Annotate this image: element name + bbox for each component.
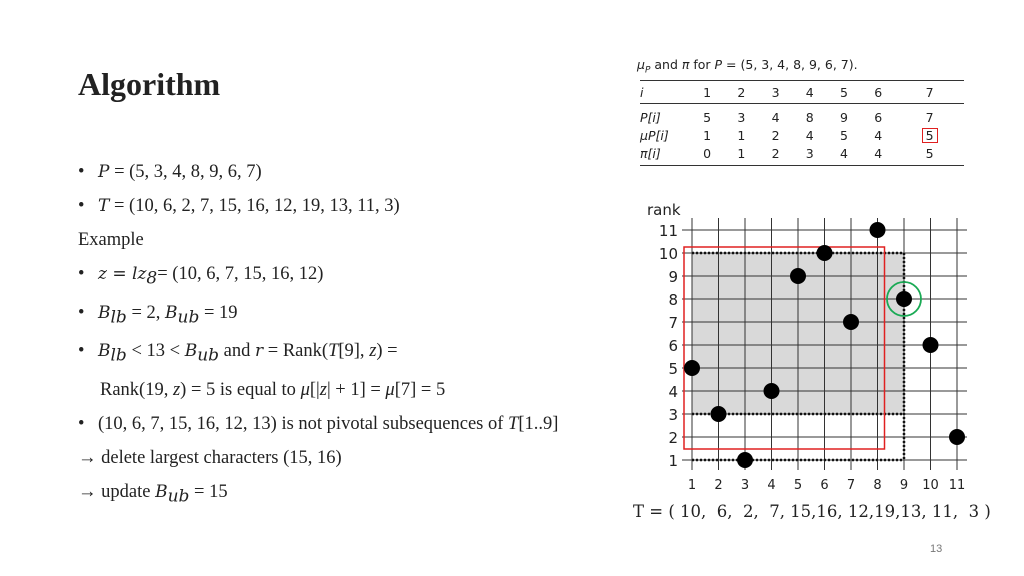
data-point xyxy=(949,429,965,445)
z-subscript: 8 xyxy=(146,268,158,289)
var-z: z xyxy=(369,341,377,362)
y-tick-label: 5 xyxy=(668,360,678,378)
sub-p: P xyxy=(644,65,651,76)
var-p: P xyxy=(98,162,110,182)
t-sequence: T = ( 10, 6, 2, 7, 15,16, 12,19,13, 11, 3 ) xyxy=(633,502,991,521)
sub-ub: ub xyxy=(177,307,200,328)
var-b: B xyxy=(98,341,111,362)
text: and xyxy=(219,341,256,362)
text: [1..9] xyxy=(518,414,559,435)
header-cell: 3 xyxy=(758,81,792,104)
var-z: z xyxy=(319,380,327,401)
text: | + 1] = xyxy=(326,380,386,401)
text: ) = 5 is equal to xyxy=(180,380,301,401)
data-point xyxy=(923,337,939,353)
text: = 2, xyxy=(126,302,166,323)
table-cell: 4 xyxy=(805,127,814,143)
data-point xyxy=(684,360,700,376)
table-cell: 7 xyxy=(925,109,934,125)
y-tick-label: 7 xyxy=(668,314,678,332)
var-pi: π xyxy=(681,57,690,72)
t-values: = (10, 6, 2, 7, 15, 16, 12, 19, 13, 11, 3) xyxy=(109,196,400,216)
var-b: B xyxy=(98,302,111,323)
table-cell: 3 xyxy=(793,144,827,166)
y-tick-label: 6 xyxy=(668,337,678,355)
x-tick-label: 9 xyxy=(899,478,909,493)
text: [9], xyxy=(338,341,370,362)
slide-title: Algorithm xyxy=(78,66,221,102)
table-cell: 5 xyxy=(840,127,848,143)
table-cell: 1 xyxy=(737,127,746,143)
x-tick-label: 3 xyxy=(740,478,750,493)
x-tick-label: 4 xyxy=(767,478,776,493)
var-b: B xyxy=(155,482,168,503)
data-point xyxy=(843,314,859,330)
p-values: = (5, 3, 4, 8, 9, 6, 7) xyxy=(109,162,262,182)
var-mu: μ xyxy=(637,57,645,72)
header-cell: 4 xyxy=(793,81,827,104)
sub-ub: ub xyxy=(197,346,220,367)
table-cell: 3 xyxy=(737,109,746,125)
x-tick-label: 7 xyxy=(846,478,856,493)
header-cell: 6 xyxy=(861,81,895,104)
text: update xyxy=(96,482,156,503)
row-label: P[i] xyxy=(640,109,661,125)
data-point xyxy=(764,383,780,399)
y-tick-label: 1 xyxy=(668,452,678,470)
var-t: T xyxy=(98,196,110,216)
data-point xyxy=(711,406,727,422)
y-tick-label: 4 xyxy=(668,383,678,401)
data-point xyxy=(896,291,912,307)
table-cell: 4 xyxy=(874,127,883,143)
arrow-icon: → xyxy=(78,482,97,503)
x-tick-label: 1 xyxy=(687,478,697,493)
text: (10, 6, 7, 15, 16, 12, 13) is not pivotal subsequences of xyxy=(98,414,509,435)
table-cell: 0 xyxy=(690,144,724,166)
var-b: B xyxy=(184,341,198,362)
table-cell: 4 xyxy=(861,144,895,166)
var-mu: μ xyxy=(300,380,310,401)
bullet: • xyxy=(78,302,85,323)
y-tick-label: 8 xyxy=(668,291,678,309)
table-cell: 6 xyxy=(874,109,883,125)
y-axis-label: rank xyxy=(647,201,681,219)
table-cell: 9 xyxy=(840,109,848,125)
var-t: T xyxy=(508,414,519,435)
data-point xyxy=(817,245,833,261)
table-cell: 1 xyxy=(703,127,712,143)
text: and xyxy=(650,57,682,72)
x-tick-label: 11 xyxy=(948,478,966,493)
text: = (5, 3, 4, 8, 9, 6, 7). xyxy=(722,57,858,72)
var-r: r xyxy=(255,341,264,362)
bullet: • xyxy=(78,414,85,435)
x-tick-label: 5 xyxy=(793,478,803,493)
text: < 13 < xyxy=(126,341,185,362)
table-cell: 4 xyxy=(827,144,861,166)
text: Rank(19, xyxy=(100,380,173,401)
text: [| xyxy=(309,380,320,401)
table-cell: 5 xyxy=(703,109,712,125)
x-tick-label: 2 xyxy=(714,478,723,493)
text: delete largest characters (15, 16) xyxy=(96,448,342,469)
bullet: • xyxy=(78,196,85,216)
x-tick-label: 10 xyxy=(922,478,939,493)
table-cell: 2 xyxy=(771,127,780,143)
table-cell: 5 xyxy=(895,144,964,166)
y-tick-label: 9 xyxy=(668,268,678,286)
var-z: z = lz xyxy=(98,264,147,284)
text: = 15 xyxy=(189,482,228,503)
y-tick-label: 3 xyxy=(668,406,678,424)
header-cell: 5 xyxy=(827,81,861,104)
table-cell: 1 xyxy=(724,144,758,166)
bullet: • xyxy=(78,264,85,284)
var-mu: μ xyxy=(385,380,395,401)
text: = Rank( xyxy=(263,341,329,362)
sub-lb: lb xyxy=(110,307,127,328)
header-cell: 2 xyxy=(724,81,758,104)
y-tick-label: 10 xyxy=(658,245,678,263)
header-cell: 1 xyxy=(690,81,724,104)
bullet: • xyxy=(78,341,85,362)
row-label: μP[i] xyxy=(640,127,669,143)
y-tick-label: 11 xyxy=(658,222,678,240)
text: [7] = 5 xyxy=(394,380,446,401)
text: = 19 xyxy=(199,302,238,323)
x-tick-label: 8 xyxy=(873,478,882,493)
highlighted-cell: 5 xyxy=(922,128,938,143)
table-cell: 2 xyxy=(758,144,792,166)
var-b: B xyxy=(165,302,178,323)
data-point xyxy=(737,452,753,468)
table-cell: 8 xyxy=(805,109,814,125)
header-cell: 7 xyxy=(895,81,964,104)
sub-ub: ub xyxy=(167,486,190,507)
var-z: z xyxy=(172,380,181,401)
text: ) = xyxy=(376,341,398,362)
bullet: • xyxy=(78,162,85,182)
z-values: = (10, 6, 7, 15, 16, 12) xyxy=(157,264,324,284)
table-cell: 4 xyxy=(771,109,780,125)
sub-lb: lb xyxy=(110,346,127,367)
example-label: Example xyxy=(78,230,144,250)
text: for xyxy=(689,57,715,72)
data-point xyxy=(790,268,806,284)
arrow-icon: → xyxy=(78,448,97,469)
var-p: P xyxy=(714,57,723,72)
header-cell: i xyxy=(640,81,690,104)
var-t: T xyxy=(328,341,339,362)
row-label: π[i] xyxy=(640,144,690,166)
data-point xyxy=(870,222,886,238)
page-number: 13 xyxy=(930,543,943,555)
x-tick-label: 6 xyxy=(820,478,829,493)
y-tick-label: 2 xyxy=(668,429,678,447)
